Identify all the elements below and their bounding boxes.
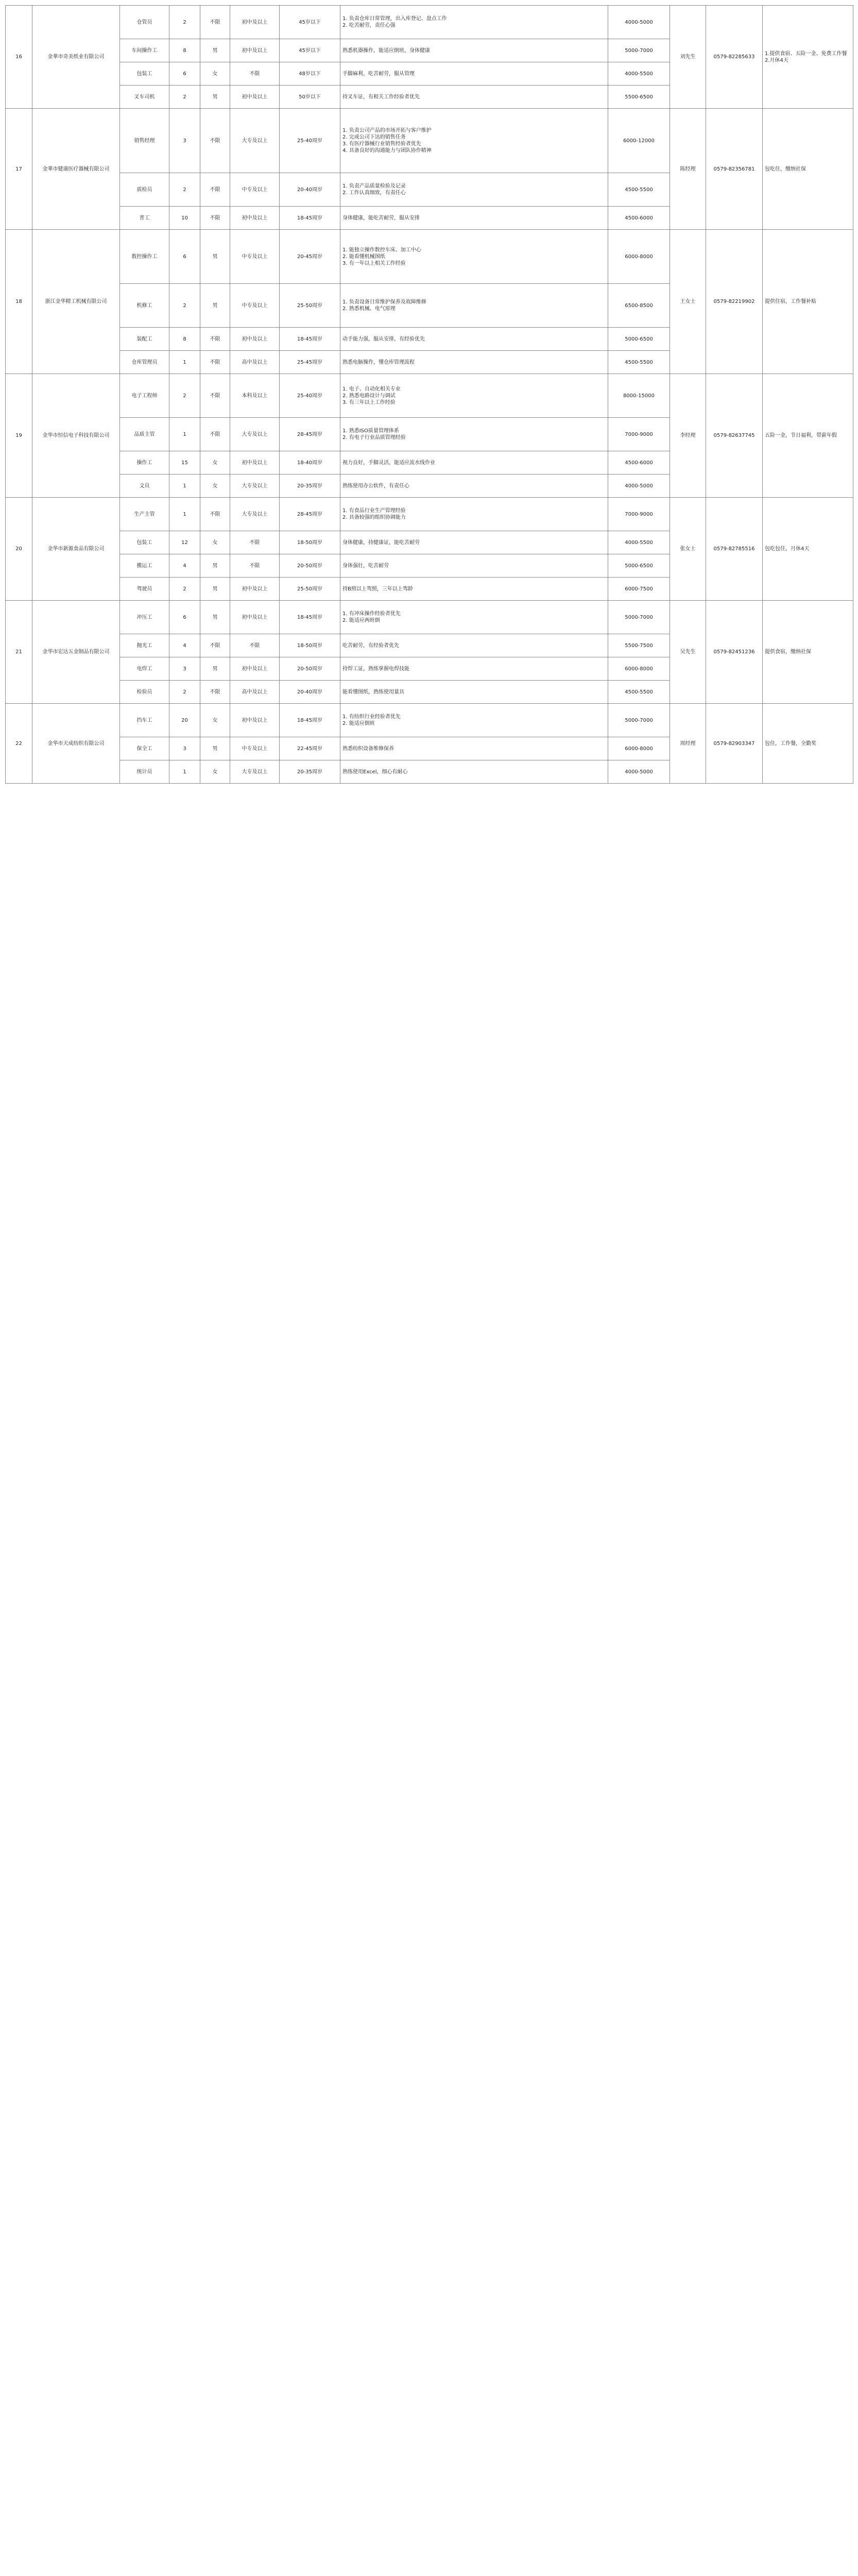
education-requirement: 大专及以上 — [230, 498, 280, 531]
benefits-notes: 包吃住，缴纳社保 — [763, 109, 853, 230]
salary-range: 5000-6500 — [608, 554, 670, 578]
education-requirement: 初中及以上 — [230, 6, 280, 39]
age-requirement: 50岁以下 — [280, 86, 340, 109]
table-row — [6, 230, 853, 284]
benefits-notes: 包吃包住，月休4天 — [763, 498, 853, 601]
job-requirement: 1. 电子、自动化相关专业 2. 熟悉电路设计与调试 3. 有三年以上工作经验 — [340, 374, 608, 418]
gender-requirement: 女 — [200, 704, 230, 737]
position-name: 电子工程师 — [120, 374, 169, 418]
job-requirement: 熟悉机器操作，能适应倒班，身体健康 — [340, 39, 608, 62]
gender-requirement: 不限 — [200, 173, 230, 207]
gender-requirement: 不限 — [200, 498, 230, 531]
job-requirement: 1. 有冲床操作经验者优先 2. 能适应两班倒 — [340, 601, 608, 634]
gender-requirement: 男 — [200, 86, 230, 109]
gender-requirement: 不限 — [200, 6, 230, 39]
age-requirement: 20-35周岁 — [280, 760, 340, 784]
education-requirement: 初中及以上 — [230, 451, 280, 474]
headcount: 3 — [169, 657, 200, 681]
position-name: 包装工 — [120, 531, 169, 554]
age-requirement: 25-40周岁 — [280, 374, 340, 418]
gender-requirement: 男 — [200, 657, 230, 681]
row-number: 17 — [6, 109, 32, 230]
salary-range: 8000-15000 — [608, 374, 670, 418]
salary-range: 5500-6500 — [608, 86, 670, 109]
company-name: 金华市新源食品有限公司 — [32, 498, 120, 601]
position-name: 叉车司机 — [120, 86, 169, 109]
job-requirement: 1. 负责仓库日常管理，出入库登记、盘点工作 2. 吃苦耐劳，责任心强 — [340, 6, 608, 39]
job-requirement: 1. 熟悉ISO质量管理体系 2. 有电子行业品质管理经验 — [340, 418, 608, 451]
age-requirement: 25-50周岁 — [280, 578, 340, 601]
age-requirement: 20-45周岁 — [280, 230, 340, 284]
position-name: 保全工 — [120, 737, 169, 760]
headcount: 3 — [169, 109, 200, 173]
age-requirement: 20-35周岁 — [280, 474, 340, 498]
education-requirement: 不限 — [230, 62, 280, 86]
age-requirement: 45岁以下 — [280, 6, 340, 39]
company-name: 浙江金华精工机械有限公司 — [32, 230, 120, 374]
salary-range: 6500-8500 — [608, 284, 670, 328]
gender-requirement: 男 — [200, 578, 230, 601]
position-name: 统计员 — [120, 760, 169, 784]
contact-person: 李经理 — [670, 374, 706, 498]
job-requirement: 动手能力强，服从安排，有经验优先 — [340, 328, 608, 351]
headcount: 4 — [169, 634, 200, 657]
table-body — [6, 6, 853, 784]
row-number: 21 — [6, 601, 32, 704]
position-name: 装配工 — [120, 328, 169, 351]
age-requirement: 18-45周岁 — [280, 207, 340, 230]
position-name: 文员 — [120, 474, 169, 498]
education-requirement: 初中及以上 — [230, 704, 280, 737]
age-requirement: 20-50周岁 — [280, 554, 340, 578]
salary-range: 6000-12000 — [608, 109, 670, 173]
headcount: 1 — [169, 474, 200, 498]
gender-requirement: 不限 — [200, 207, 230, 230]
position-name: 检验员 — [120, 681, 169, 704]
contact-person: 王女士 — [670, 230, 706, 374]
company-name: 金华市宏达五金制品有限公司 — [32, 601, 120, 704]
headcount: 10 — [169, 207, 200, 230]
contact-person: 刘先生 — [670, 6, 706, 109]
job-requirement: 持B照以上驾照，三年以上驾龄 — [340, 578, 608, 601]
company-name: 金華市奇美纸业有限公司 — [32, 6, 120, 109]
job-requirement: 熟练使用Excel，细心有耐心 — [340, 760, 608, 784]
benefits-notes: 提供食宿，缴纳社保 — [763, 601, 853, 704]
job-requirement: 熟练使用办公软件，有责任心 — [340, 474, 608, 498]
age-requirement: 18-45周岁 — [280, 601, 340, 634]
education-requirement: 中专及以上 — [230, 737, 280, 760]
headcount: 2 — [169, 6, 200, 39]
position-name: 质检员 — [120, 173, 169, 207]
table-row — [6, 601, 853, 634]
headcount: 12 — [169, 531, 200, 554]
contact-phone: 0579-82451236 — [706, 601, 763, 704]
gender-requirement: 不限 — [200, 681, 230, 704]
table-row — [6, 498, 853, 531]
gender-requirement: 不限 — [200, 374, 230, 418]
job-requirement: 1. 负责设备日常维护保养及故障维修 2. 熟悉机械、电气原理 — [340, 284, 608, 328]
recruitment-sheet — [5, 5, 853, 784]
salary-range: 4500-5500 — [608, 351, 670, 374]
contact-phone: 0579-82219902 — [706, 230, 763, 374]
age-requirement: 18-50周岁 — [280, 531, 340, 554]
position-name: 搬运工 — [120, 554, 169, 578]
headcount: 1 — [169, 351, 200, 374]
education-requirement: 初中及以上 — [230, 578, 280, 601]
headcount: 6 — [169, 601, 200, 634]
contact-phone: 0579-82903347 — [706, 704, 763, 784]
job-requirement: 手脚麻利，吃苦耐劳，服从管理 — [340, 62, 608, 86]
position-name: 包装工 — [120, 62, 169, 86]
table-row — [6, 374, 853, 418]
age-requirement: 25-40周岁 — [280, 109, 340, 173]
job-requirement: 1. 能独立操作数控车床、加工中心 2. 能看懂机械图纸 3. 有一年以上相关工作经验 — [340, 230, 608, 284]
position-name: 销售经理 — [120, 109, 169, 173]
gender-requirement: 不限 — [200, 634, 230, 657]
position-name: 挡车工 — [120, 704, 169, 737]
job-requirement: 熟悉纺织设备维修保养 — [340, 737, 608, 760]
salary-range: 5000-7000 — [608, 601, 670, 634]
salary-range: 7000-9000 — [608, 418, 670, 451]
contact-phone: 0579-82285633 — [706, 6, 763, 109]
age-requirement: 28-45周岁 — [280, 418, 340, 451]
gender-requirement: 女 — [200, 474, 230, 498]
age-requirement: 20-50周岁 — [280, 657, 340, 681]
contact-phone: 0579-82356781 — [706, 109, 763, 230]
contact-person: 吴先生 — [670, 601, 706, 704]
position-name: 品质主管 — [120, 418, 169, 451]
job-requirement: 身体强壮，吃苦耐劳 — [340, 554, 608, 578]
headcount: 4 — [169, 554, 200, 578]
position-name: 车间操作工 — [120, 39, 169, 62]
headcount: 2 — [169, 578, 200, 601]
job-requirement: 身体健康，能吃苦耐劳，服从安排 — [340, 207, 608, 230]
salary-range: 4500-6000 — [608, 207, 670, 230]
gender-requirement: 女 — [200, 531, 230, 554]
job-requirement: 1. 负责公司产品的市场开拓与客户维护 2. 完成公司下达的销售任务 3. 有医疗器械行业销售经验者优先 4. 具备良好的沟通能力与团队协作精神 — [340, 109, 608, 173]
gender-requirement: 男 — [200, 601, 230, 634]
headcount: 8 — [169, 39, 200, 62]
headcount: 15 — [169, 451, 200, 474]
headcount: 2 — [169, 86, 200, 109]
age-requirement: 45岁以下 — [280, 39, 340, 62]
education-requirement: 初中及以上 — [230, 86, 280, 109]
contact-person: 张女士 — [670, 498, 706, 601]
benefits-notes: 五险一金，节日福利，带薪年假 — [763, 374, 853, 498]
headcount: 1 — [169, 418, 200, 451]
job-requirement: 视力良好，手脚灵活，能适应流水线作业 — [340, 451, 608, 474]
gender-requirement: 不限 — [200, 328, 230, 351]
gender-requirement: 女 — [200, 760, 230, 784]
age-requirement: 18-45周岁 — [280, 328, 340, 351]
education-requirement: 不限 — [230, 531, 280, 554]
age-requirement: 20-40周岁 — [280, 173, 340, 207]
row-number: 19 — [6, 374, 32, 498]
table-row — [6, 6, 853, 39]
salary-range: 4000-5000 — [608, 474, 670, 498]
contact-person: 陈经理 — [670, 109, 706, 230]
salary-range: 5000-6500 — [608, 328, 670, 351]
education-requirement: 大专及以上 — [230, 109, 280, 173]
age-requirement: 18-40周岁 — [280, 451, 340, 474]
position-name: 普工 — [120, 207, 169, 230]
position-name: 生产主管 — [120, 498, 169, 531]
education-requirement: 初中及以上 — [230, 207, 280, 230]
headcount: 3 — [169, 737, 200, 760]
education-requirement: 大专及以上 — [230, 474, 280, 498]
position-name: 仓库管理员 — [120, 351, 169, 374]
salary-range: 4500-5500 — [608, 681, 670, 704]
company-name: 金华市天成纺织有限公司 — [32, 704, 120, 784]
row-number: 16 — [6, 6, 32, 109]
salary-range: 5000-7000 — [608, 704, 670, 737]
headcount: 6 — [169, 230, 200, 284]
gender-requirement: 女 — [200, 62, 230, 86]
gender-requirement: 女 — [200, 451, 230, 474]
education-requirement: 不限 — [230, 554, 280, 578]
salary-range: 6000-7500 — [608, 578, 670, 601]
position-name: 驾驶员 — [120, 578, 169, 601]
age-requirement: 18-45周岁 — [280, 704, 340, 737]
job-requirement: 持叉车证，有相关工作经验者优先 — [340, 86, 608, 109]
position-name: 操作工 — [120, 451, 169, 474]
position-name: 电焊工 — [120, 657, 169, 681]
gender-requirement: 男 — [200, 230, 230, 284]
job-requirement: 能看懂图纸，熟练使用量具 — [340, 681, 608, 704]
salary-range: 6000-8000 — [608, 230, 670, 284]
position-name: 冲压工 — [120, 601, 169, 634]
education-requirement: 中专及以上 — [230, 230, 280, 284]
position-name: 数控操作工 — [120, 230, 169, 284]
age-requirement: 18-50周岁 — [280, 634, 340, 657]
education-requirement: 中专及以上 — [230, 173, 280, 207]
row-number: 18 — [6, 230, 32, 374]
headcount: 8 — [169, 328, 200, 351]
age-requirement: 48岁以下 — [280, 62, 340, 86]
education-requirement: 初中及以上 — [230, 328, 280, 351]
gender-requirement: 不限 — [200, 109, 230, 173]
headcount: 20 — [169, 704, 200, 737]
education-requirement: 初中及以上 — [230, 39, 280, 62]
age-requirement: 20-40周岁 — [280, 681, 340, 704]
salary-range: 7000-9000 — [608, 498, 670, 531]
position-name: 抛光工 — [120, 634, 169, 657]
job-requirement: 身体健康，持健康证，能吃苦耐劳 — [340, 531, 608, 554]
contact-phone: 0579-82785516 — [706, 498, 763, 601]
gender-requirement: 男 — [200, 284, 230, 328]
salary-range: 5500-7500 — [608, 634, 670, 657]
table-row — [6, 704, 853, 737]
job-requirement: 熟悉电脑操作，懂仓库管理流程 — [340, 351, 608, 374]
education-requirement: 本科及以上 — [230, 374, 280, 418]
job-requirement: 1. 有纺织行业经验者优先 2. 能适应倒班 — [340, 704, 608, 737]
education-requirement: 大专及以上 — [230, 418, 280, 451]
row-number: 20 — [6, 498, 32, 601]
company-name: 金华市恒信电子科技有限公司 — [32, 374, 120, 498]
position-name: 仓管员 — [120, 6, 169, 39]
headcount: 2 — [169, 681, 200, 704]
position-name: 机修工 — [120, 284, 169, 328]
benefits-notes: 提供住宿，工作餐补贴 — [763, 230, 853, 374]
age-requirement: 25-50周岁 — [280, 284, 340, 328]
job-requirement: 1. 负责产品质量检验及记录 2. 工作认真细致，有责任心 — [340, 173, 608, 207]
education-requirement: 高中及以上 — [230, 351, 280, 374]
company-name: 金華市健康医疗器械有限公司 — [32, 109, 120, 230]
headcount: 6 — [169, 62, 200, 86]
education-requirement: 初中及以上 — [230, 601, 280, 634]
contact-phone: 0579-82637745 — [706, 374, 763, 498]
headcount: 2 — [169, 173, 200, 207]
age-requirement: 28-45周岁 — [280, 498, 340, 531]
salary-range: 4000-5500 — [608, 62, 670, 86]
gender-requirement: 男 — [200, 554, 230, 578]
salary-range: 4000-5000 — [608, 760, 670, 784]
salary-range: 4500-6000 — [608, 451, 670, 474]
salary-range: 6000-8000 — [608, 657, 670, 681]
education-requirement: 中专及以上 — [230, 284, 280, 328]
recruitment-table — [5, 5, 853, 784]
contact-person: 周经理 — [670, 704, 706, 784]
headcount: 1 — [169, 760, 200, 784]
salary-range: 4000-5000 — [608, 6, 670, 39]
education-requirement: 大专及以上 — [230, 760, 280, 784]
gender-requirement: 男 — [200, 39, 230, 62]
education-requirement: 不限 — [230, 634, 280, 657]
salary-range: 4500-5500 — [608, 173, 670, 207]
job-requirement: 吃苦耐劳，有经验者优先 — [340, 634, 608, 657]
row-number: 22 — [6, 704, 32, 784]
gender-requirement: 男 — [200, 737, 230, 760]
age-requirement: 22-45周岁 — [280, 737, 340, 760]
job-requirement: 1. 有食品行业生产管理经验 2. 具备较强的组织协调能力 — [340, 498, 608, 531]
salary-range: 5000-7000 — [608, 39, 670, 62]
salary-range: 4000-5500 — [608, 531, 670, 554]
education-requirement: 初中及以上 — [230, 657, 280, 681]
benefits-notes: 1.提供食宿、五险一金、免费工作餐 2.月休4天 — [763, 6, 853, 109]
headcount: 2 — [169, 284, 200, 328]
education-requirement: 高中及以上 — [230, 681, 280, 704]
table-row — [6, 109, 853, 173]
headcount: 1 — [169, 498, 200, 531]
age-requirement: 25-45周岁 — [280, 351, 340, 374]
salary-range: 6000-8000 — [608, 737, 670, 760]
benefits-notes: 包住，工作餐，全勤奖 — [763, 704, 853, 784]
headcount: 2 — [169, 374, 200, 418]
job-requirement: 持焊工证，熟练掌握电焊技能 — [340, 657, 608, 681]
gender-requirement: 不限 — [200, 351, 230, 374]
gender-requirement: 不限 — [200, 418, 230, 451]
